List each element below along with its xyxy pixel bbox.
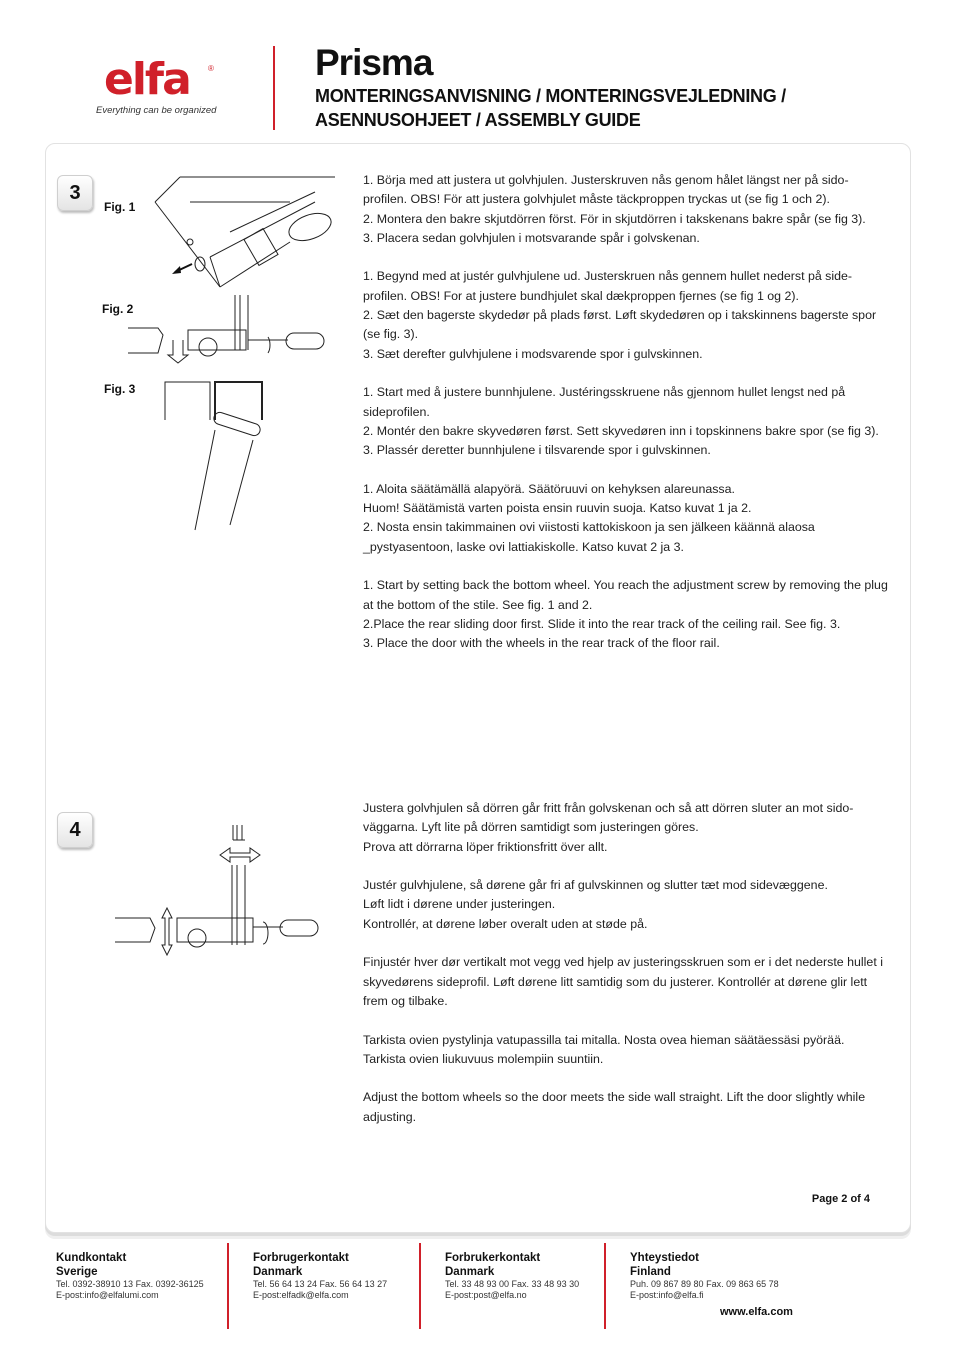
brand-tagline: Everything can be organized [96,105,217,116]
step-3-swedish: 1. Börja med att justera ut golvhjulen. Justerskruven nås genom hålet längst ner på sido-profilen. OBS! För att justera golvhjulet måste täckproppen tryckas ut (se fig 1 och 2). 2. Montera den bakre skjutdörren först. För in skjutdörren i takskenans bakre spår (se fig 3). 3. Placera sedan golvhjulen i motsvarande spår i golvskenan. [363,173,866,245]
footer-contact-norway: Forbrukerkontakt Danmark Tel. 33 48 93 00 Fax. 33 48 93 30 E-post:post@elfa.no [445,1252,580,1300]
step-3-instructions [363,171,888,673]
page-subtitle: MONTERINGSANVISNING / MONTERINGSVEJLEDNING / ASENNUSOHJEET / ASSEMBLY GUIDE [315,86,786,130]
footer-divider [227,1243,229,1329]
footer-divider [419,1243,421,1329]
step-4-danish: Justér gulvhjulene, så dørene går fri af gulvskinnen og slutter tæt mod sidevæggene. Løft lidt i dørene under justeringen. Kontrollér, at dørene løber overalt uden at støde på. [363,878,828,931]
page-title: Prisma [315,42,433,83]
footer-contact-finland: Yhteystiedot Finland Puh. 09 867 89 80 Fax. 09 863 65 78 E-post:info@elfa.fi [630,1252,779,1300]
step-3-finnish: 1. Aloita säätämällä alapyörä. Säätöruuvi on kehyksen alareunassa. Huom! Säätämistä varten poista ensin ruuvin suoja. Katso kuvat 1 ja 2. 2. Nosta ensin takimmainen ovi viistosti kattokiskoon ja sen jälkeen käännä alaosa _pystyasentoon, laske ovi lattiakiskolle. Katso kuvat 2 ja 3. [363,481,815,554]
step-3-danish: 1. Begynd med at justér gulvhjulene ud. Justerskruen nås gennem hullet nederst på side-profilen. OBS! For at justere bundhjulet skal dækproppen fjernes (se fig 1 og 2). 2. Sæt den bagerste skydedør på plads først. Løft skydedøren op i takskinnens bagerste spor (se fig. 3). 3. Sæt derefter gulvhjulene i modsvarende spor i gulvskinnen. [363,269,877,361]
logo-wordmark: elfa [104,54,190,105]
footer-divider [604,1243,606,1329]
fig-1-label: Fig. 1 [104,200,136,214]
step-4-finnish: Tarkista ovien pystylinja vatupassilla tai mitalla. Nosta ovea hieman säätäessäsi pyörää. Tarkista ovien liukuvuus molempiin suuntiin. [363,1032,845,1066]
fig-4-illustration [115,820,325,960]
step-4-swedish: Justera golvhjulen så dörren går fritt från golvskenan och så att dörren sluter an mot sido-väggarna. Lyft lite på dörren samtidigt som justeringen göres. Prova att dörrarna löper friktionsfritt över allt. [363,801,854,854]
step-4-badge: 4 [57,812,93,848]
step-4-instructions [363,799,888,1146]
fig-2-illustration [128,295,328,365]
fig-1-illustration [150,172,350,292]
footer-contact-sweden: Kundkontakt Sverige Tel. 0392-38910 13 Fax. 0392-36125 E-post:info@elfalumi.com [56,1252,204,1300]
fig-3-illustration [165,380,275,530]
fig-2-label: Fig. 2 [102,302,134,316]
footer-contact-denmark: Forbrugerkontakt Danmark Tel. 56 64 13 24 Fax. 56 64 13 27 E-post:elfadk@elfa.com [253,1252,388,1300]
header-divider [273,46,275,130]
step-3-norwegian: 1. Start med å justere bunnhjulene. Justéringsskruene nås gjennom hullet lengst ned på sideprofilen. 2. Montér den bakre skyvedøren først. Sett skyvedøren inn i topskinnens bakre spor (se fig 3). 3. Plassér deretter bunnhjulene i tilsvarende spor i gulvskinnen. [363,385,879,458]
step-4-english: Adjust the bottom wheels so the door meets the side wall straight. Lift the door slightly while adjusting. [363,1090,866,1124]
step-4-norwegian: Finjustér hver dør vertikalt mot vegg ved hjelp av justeringsskruen som er i det nederste hullet i skyvedørens sideprofil. Løft dørene litt samtidig som du justerer. Kontrollér at dørene glir lett frem og tilbake. [363,955,883,1008]
registered-mark: ® [208,64,214,73]
step-3-badge: 3 [57,175,93,211]
fig-3-label: Fig. 3 [104,382,136,396]
step-3-english: 1. Start by setting back the bottom wheel. You reach the adjustment screw by removing the plug at the bottom of the stile. See fig. 1 and 2. 2.Place the rear sliding door first. Slide it into the rear track of the ceiling rail. See fig. 3. 3. Place the door with the wheels in the rear track of the floor rail. [363,578,888,651]
page-number: Page 2 of 4 [811,1193,870,1205]
website-link[interactable]: www.elfa.com [720,1306,793,1318]
